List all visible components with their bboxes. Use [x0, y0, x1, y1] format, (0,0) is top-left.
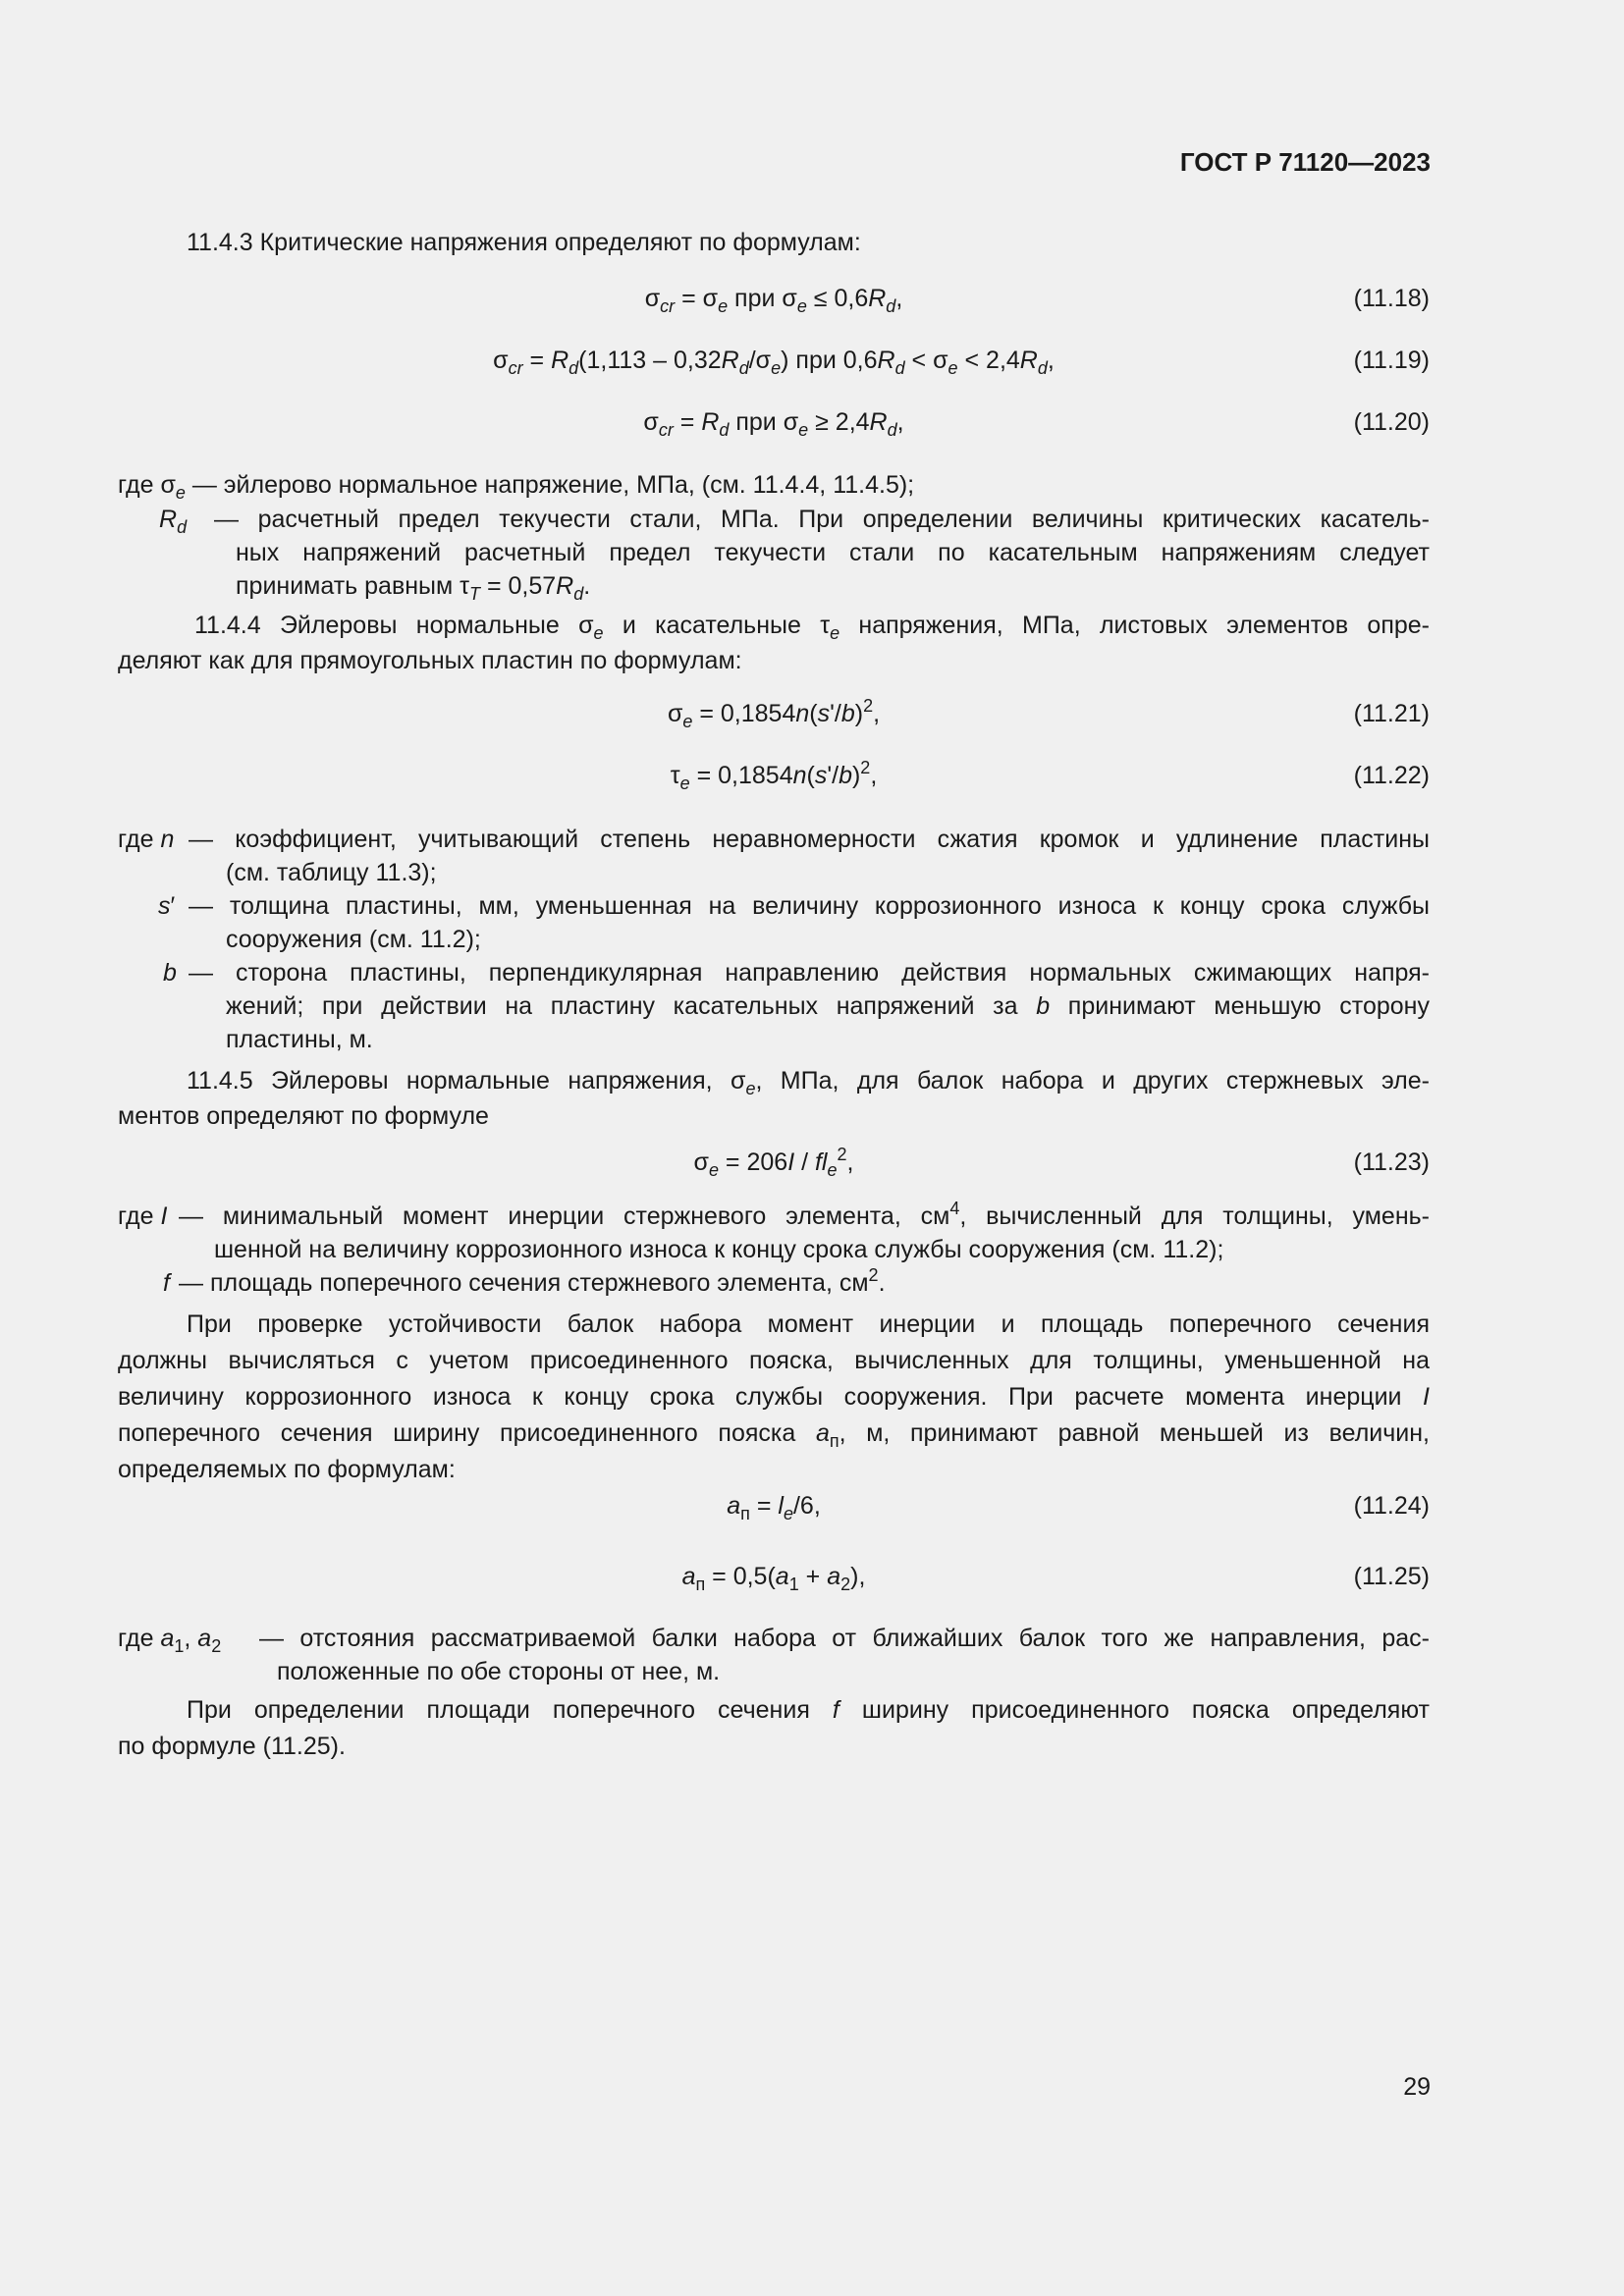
b-description-line-3: пластины, м.	[226, 1026, 373, 1053]
equation-number: (11.25)	[1353, 1563, 1430, 1590]
para-check-line-3: величину коррозионного износа к концу срока службы сооружения. При расчете момента инерции I	[118, 1383, 1430, 1411]
where-prefix: где	[118, 1625, 154, 1652]
paragraph-11-4-4-line-1: 11.4.4 Эйлеровы нормальные $\sigma_e$ и касательные $\tau_e$ напряжения, МПа, листовых элементов опре-	[194, 612, 1430, 643]
rd-description-line-1: — расчетный предел текучести стали, МПа. При определении величины критических касатель-	[214, 506, 1430, 533]
para-check-line-4: поперечного сечения ширину присоединенного пояска $a_п$, м, принимают равной меньшей из величин,	[118, 1419, 1430, 1451]
where-definition-s: s′	[158, 892, 176, 920]
s-description-line-1: — толщина пластины, мм, уменьшенная на величину коррозионного износа к концу срока службы	[189, 892, 1430, 920]
where-definition-rd: $R_d$	[159, 506, 188, 537]
equation-number: (11.22)	[1353, 762, 1430, 789]
where-definition-f: f	[163, 1269, 170, 1297]
page-number: 29	[1403, 2073, 1431, 2101]
equation-11-21	[118, 694, 1430, 733]
equation-11-24	[118, 1486, 1430, 1525]
equation-11-18	[118, 279, 1430, 318]
paragraph-11-4-5-line-1: 11.4.5 Эйлеровы нормальные напряжения, $\sigma_e$, МПа, для балок набора и других стержневых эле-	[187, 1067, 1430, 1098]
equation-11-19	[118, 341, 1430, 380]
a-description-line-1: — отстояния рассматриваемой балки набора от ближайших балок того же направления, рас-	[259, 1625, 1430, 1652]
paragraph-11-4-4-line-2: деляют как для прямоугольных пластин по формулам:	[118, 647, 742, 674]
paragraph-11-4-5-line-2: ментов определяют по формуле	[118, 1102, 489, 1130]
para-check-line-1: При проверке устойчивости балок набора момент инерции и площадь поперечного сечения	[187, 1310, 1430, 1338]
sigma-e-description: — эйлерово нормальное напряжение, МПа, (см. 11.4.4, 11.4.5);	[191, 471, 915, 499]
standard-header: ГОСТ Р 71120—2023	[1179, 147, 1431, 177]
formula: $\sigma_{cr} = R_d(1,113 - 0,32R_d/\sigma_e)$ при $0,6R_d < \sigma_e < 2,4R_d$,	[493, 347, 1055, 378]
rd-description-line-2: ных напряжений расчетный предел текучести стали по касательным напряжениям следует	[236, 539, 1430, 566]
where-prefix: где	[118, 471, 154, 499]
equation-11-23	[118, 1143, 1430, 1182]
s-description-line-2: сооружения (см. 11.2);	[226, 926, 481, 953]
a-description-line-2: положенные по обе стороны от нее, м.	[277, 1658, 721, 1685]
rd-description-line-3: принимать равным $\tau_T = 0,57R_d$.	[236, 572, 591, 604]
formula: $\sigma_{cr} = \sigma_e$ при $\sigma_e \le 0,6R_d$,	[644, 285, 903, 316]
equation-number: (11.20)	[1353, 408, 1430, 436]
n-description-line-1: — коэффициент, учитывающий степень неравномерности сжатия кромок и удлинение пластины	[189, 826, 1430, 853]
where-definition-sigma-e: где $\sigma_e$ — эйлерово нормальное напряжение, МПа, (см. 11.4.4, 11.4.5);	[118, 471, 915, 503]
para-area-line-1: При определении площади поперечного сечения f ширину присоединенного пояска определяют	[187, 1696, 1430, 1724]
b-description-line-2: жений; при действии на пластину касательных напряжений за b принимают меньшую сторону	[226, 992, 1430, 1020]
formula: $\sigma_e = 0,1854n(s'/b)^2$,	[667, 696, 881, 731]
equation-number: (11.24)	[1353, 1492, 1430, 1520]
para-check-line-5: определяемых по формулам:	[118, 1456, 456, 1483]
b-description-line-1: — сторона пластины, перпендикулярная направлению действия нормальных сжимающих напря-	[189, 959, 1430, 987]
paragraph-11-4-3: 11.4.3 Критические напряжения определяют по формулам:	[187, 229, 861, 256]
equation-number: (11.18)	[1353, 285, 1430, 312]
formula: $a_п = l_e/6$,	[727, 1492, 821, 1523]
para-area-line-2: по формуле (11.25).	[118, 1733, 346, 1760]
where-definition-n: где n	[118, 826, 175, 853]
equation-number: (11.21)	[1353, 700, 1430, 727]
where-definition-a1-a2: где $a_1$, $a_2$	[118, 1625, 222, 1656]
formula: $a_п = 0,5(a_1 + a_2)$,	[681, 1563, 866, 1594]
equation-number: (11.19)	[1353, 347, 1430, 374]
i-description-line-1: — минимальный момент инерции стержневого элемента, $см^4$, вычисленный для толщины, умень-	[179, 1199, 1430, 1230]
f-description: — площадь поперечного сечения стержневого элемента, $см^2$.	[179, 1265, 886, 1297]
formula: $\sigma_{cr} = R_d$ при $\sigma_e \ge 2,4R_d$,	[643, 408, 904, 440]
para-check-line-2: должны вычисляться с учетом присоединенного пояска, вычисленных для толщины, уменьшенной на	[118, 1347, 1430, 1374]
equation-11-22	[118, 756, 1430, 795]
i-description-line-2: шенной на величину коррозионного износа к концу срока службы сооружения (см. 11.2);	[214, 1236, 1224, 1263]
equation-11-25	[118, 1557, 1430, 1596]
where-definition-b: b	[163, 959, 177, 987]
where-prefix: где	[118, 826, 154, 853]
equation-11-20	[118, 402, 1430, 442]
where-definition-i: где I	[118, 1202, 168, 1230]
n-description-line-2: (см. таблицу 11.3);	[226, 859, 437, 886]
formula: $\tau_e = 0,1854n(s'/b)^2$,	[670, 758, 878, 793]
formula: $\sigma_e = 206I / fl_e^2$,	[693, 1145, 854, 1180]
equation-number: (11.23)	[1353, 1148, 1430, 1176]
where-prefix: где	[118, 1202, 154, 1230]
